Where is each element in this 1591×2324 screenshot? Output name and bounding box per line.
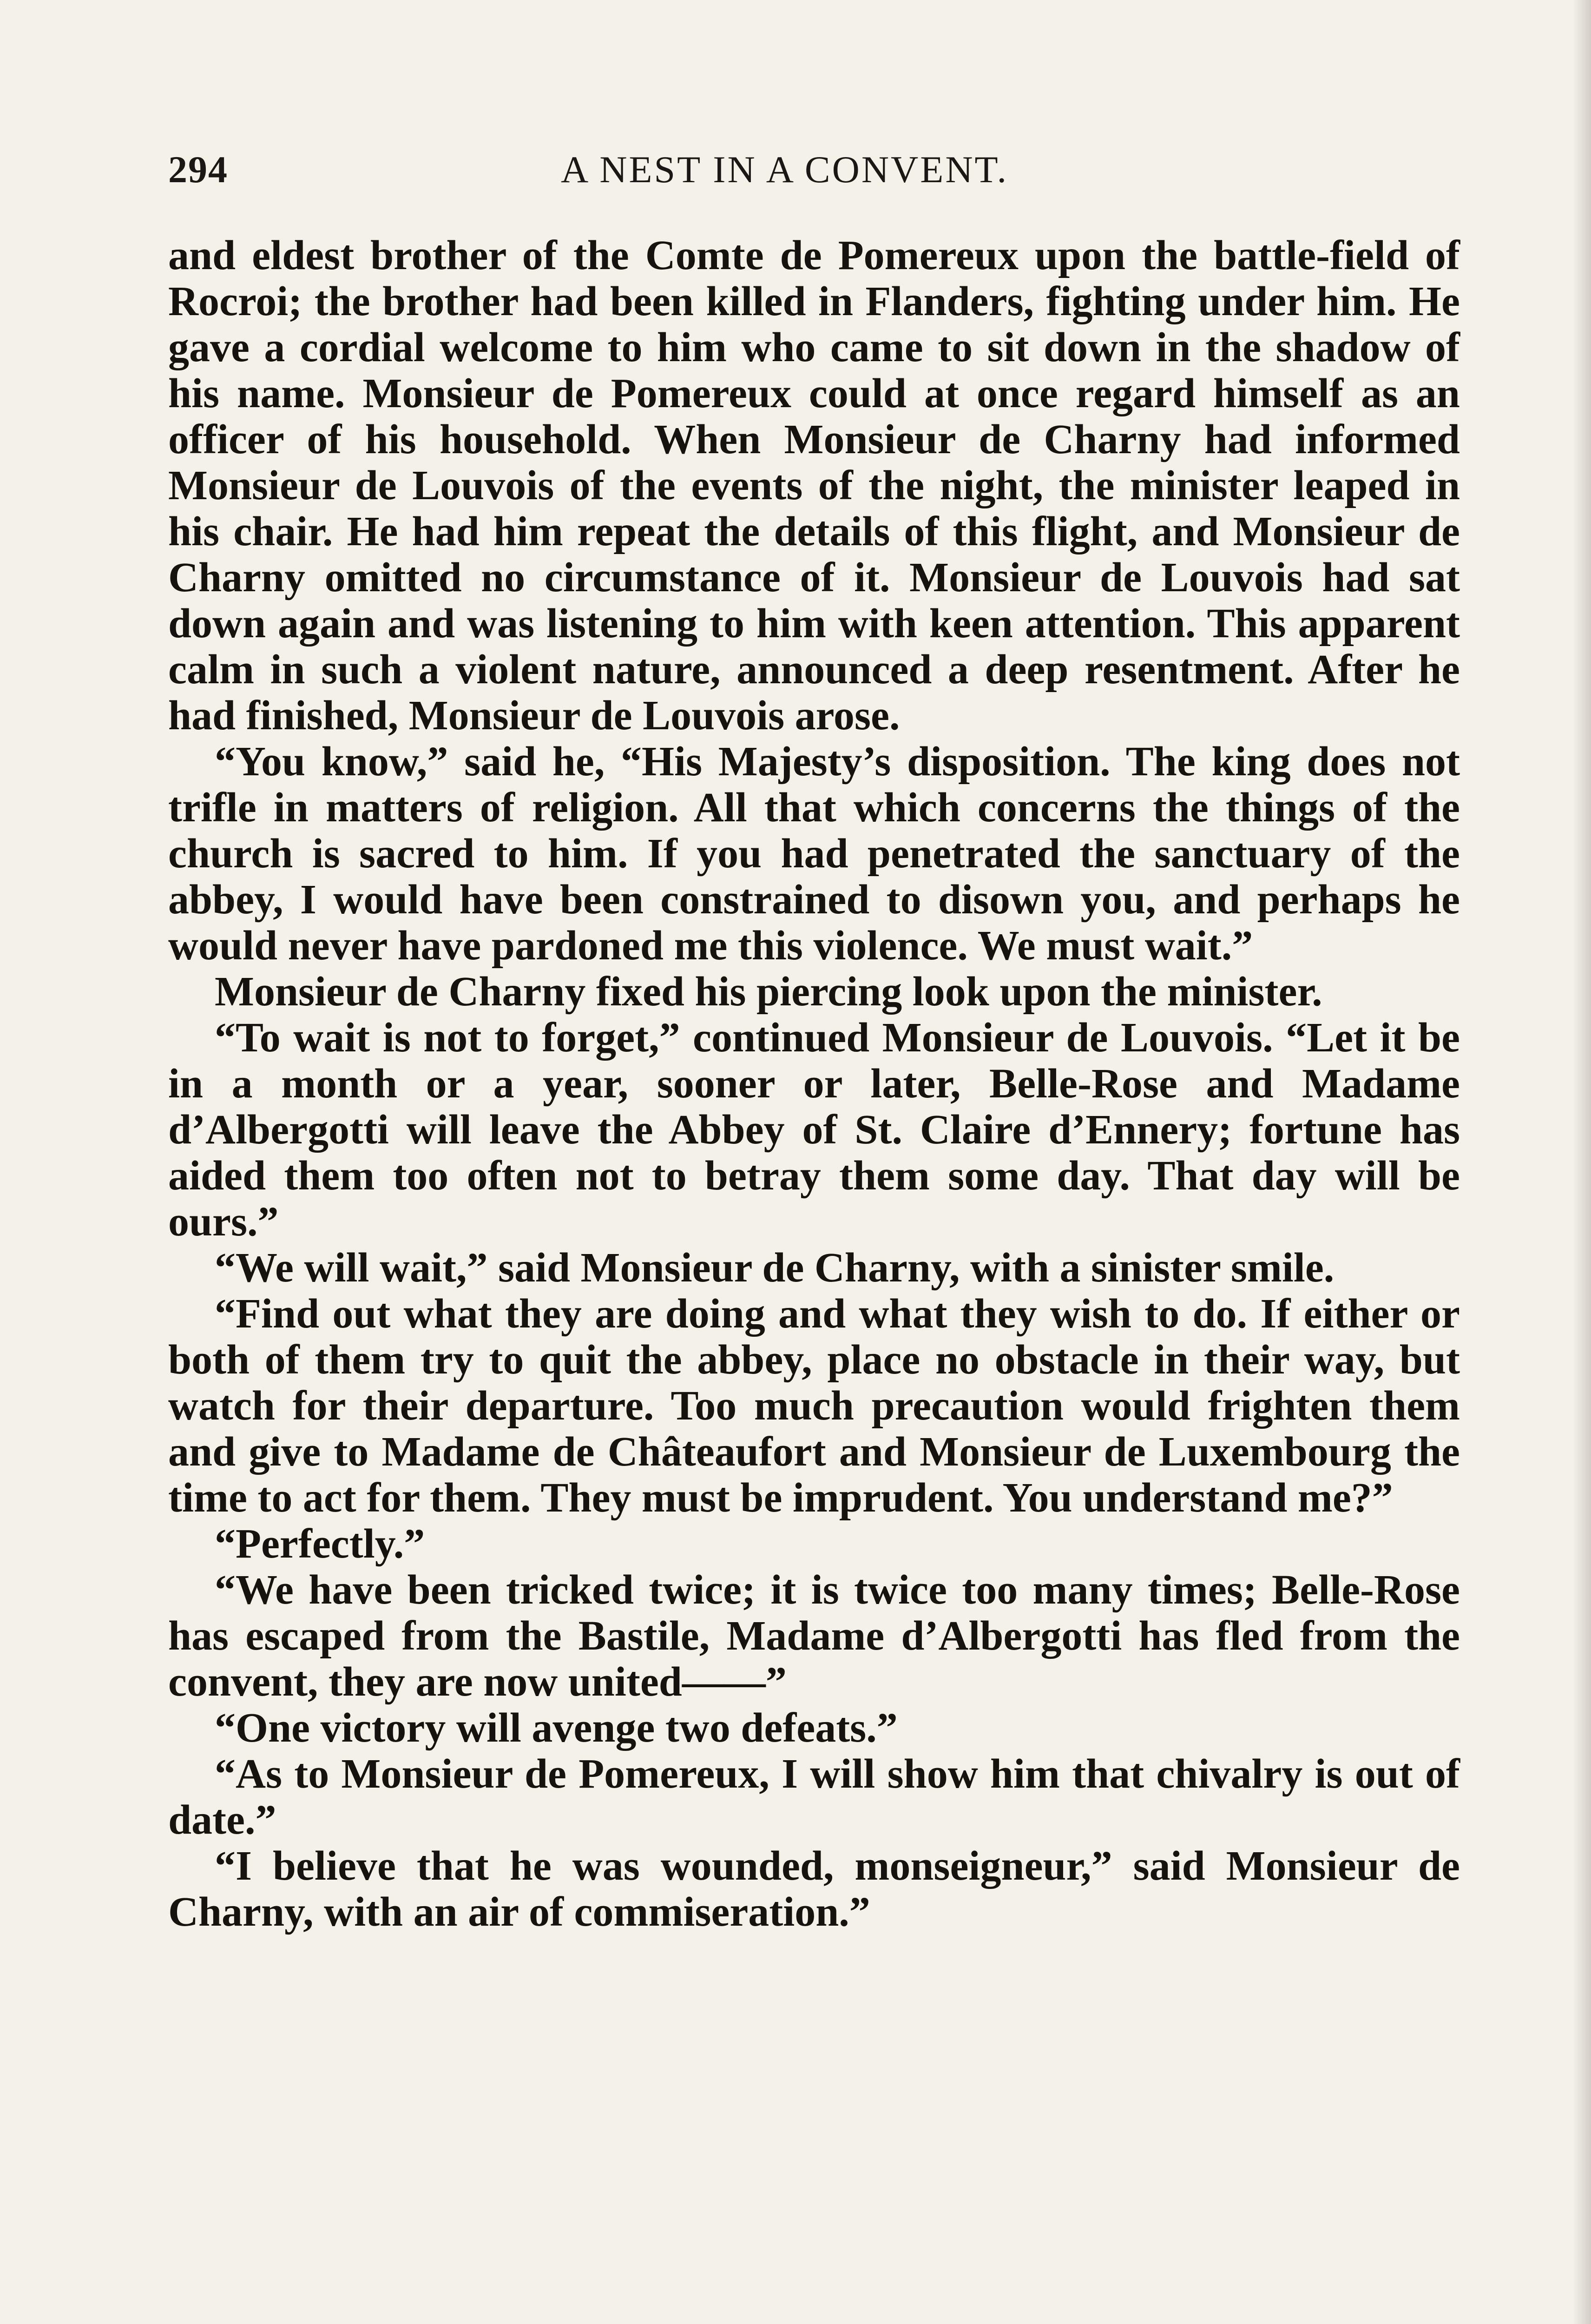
paragraph: and eldest brother of the Comte de Pomereux upon the battle-field of Rocroi; the brother had been killed in Flanders, fighting under him. He gave a cordial welcome to him who came to sit down in the shadow of his name. Monsieur de Pomereux could at once regard himself as an officer of his household. When Monsieur de Charny had informed Monsieur de Louvois of the events of the night, the minister leaped in his chair. He had him repeat the details of this flight, and Monsieur de Charny omitted no circumstance of it. Monsieur de Louvois had sat down again and was listening to him with keen attention. This apparent calm in such a violent nature, announced a deep resentment. After he had finished, Monsieur de Louvois arose.: [168, 232, 1460, 739]
page-edge-shadow: [1572, 0, 1591, 2324]
paragraph: Monsieur de Charny fixed his piercing look upon the minister.: [215, 969, 1322, 1015]
body-text: [168, 232, 1460, 1935]
paragraph: “You know,” said he, “His Majesty’s disposition. The king does not trifle in matters of religion. All that which concerns the things of the church is sacred to him. If you had penetrated the sanctuary of the abbey, I would have been constrained to disown you, and perhaps he would never have pardoned me this violence. We must wait.”: [168, 739, 1460, 969]
paragraph: “We have been tricked twice; it is twice too many times; Belle-Rose has escaped from the Bastile, Madame d’Albergotti has fled from the convent, they are now united——”: [168, 1567, 1460, 1705]
paragraph: “To wait is not to forget,” continued Monsieur de Louvois. “Let it be in a month or a year, sooner or later, Belle-Rose and Madame d’Albergotti will leave the Abbey of St. Claire d’Ennery; fortune has aided them too often not to betray them some day. That day will be ours.”: [168, 1015, 1460, 1245]
paragraph: “One victory will avenge two defeats.”: [215, 1705, 898, 1751]
running-title: A NEST IN A CONVENT.: [561, 148, 1009, 191]
paragraph: “I believe that he was wounded, monseigneur,” said Monsieur de Charny, with an air of commiseration.”: [168, 1843, 1460, 1935]
paragraph: “Perfectly.”: [215, 1521, 425, 1567]
page-number: 294: [168, 148, 228, 191]
page-header: [168, 148, 1460, 199]
paragraph: “As to Monsieur de Pomereux, I will show him that chivalry is out of date.”: [168, 1751, 1460, 1843]
paragraph: “We will wait,” said Monsieur de Charny, with a sinister smile.: [215, 1245, 1335, 1291]
paragraph: “Find out what they are doing and what they wish to do. If either or both of them try to quit the abbey, place no obstacle in their way, but watch for their departure. Too much precaution would frighten them and give to Madame de Châteaufort and Monsieur de Luxembourg the time to act for them. They must be imprudent. You understand me?”: [168, 1291, 1460, 1521]
